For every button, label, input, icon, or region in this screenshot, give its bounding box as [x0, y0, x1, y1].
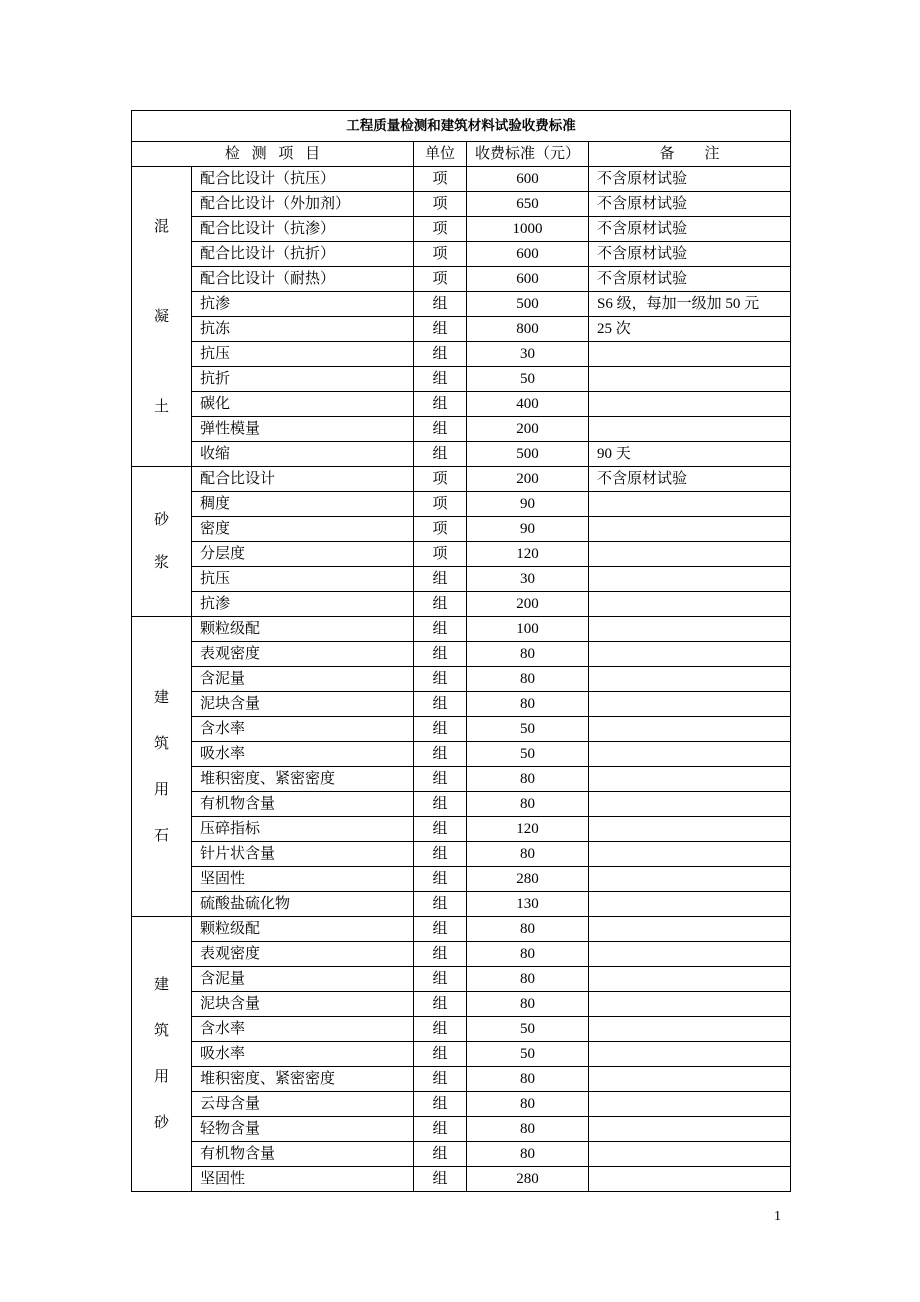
fee-cell: 50: [467, 1042, 589, 1067]
note-cell: [589, 492, 791, 517]
fee-cell: 120: [467, 542, 589, 567]
item-cell: 吸水率: [192, 742, 414, 767]
fee-cell: 600: [467, 267, 589, 292]
note-cell: [589, 592, 791, 617]
unit-cell: 组: [414, 1167, 467, 1192]
item-cell: 有机物含量: [192, 1142, 414, 1167]
item-cell: 抗渗: [192, 292, 414, 317]
note-cell: [589, 1067, 791, 1092]
unit-cell: 组: [414, 1067, 467, 1092]
table-row: [132, 1067, 791, 1092]
note-cell: 不含原材试验: [589, 217, 791, 242]
unit-cell: 组: [414, 992, 467, 1017]
note-cell: [589, 917, 791, 942]
unit-cell: 项: [414, 467, 467, 492]
table-row: [132, 717, 791, 742]
item-cell: 抗渗: [192, 592, 414, 617]
unit-cell: 组: [414, 817, 467, 842]
item-cell: 抗折: [192, 367, 414, 392]
table-row: [132, 1167, 791, 1192]
item-cell: 堆积密度、紧密密度: [192, 767, 414, 792]
table-row: [132, 1142, 791, 1167]
item-cell: 硫酸盐硫化物: [192, 892, 414, 917]
item-cell: 抗压: [192, 567, 414, 592]
fee-cell: 80: [467, 967, 589, 992]
unit-cell: 项: [414, 167, 467, 192]
table-row: [132, 392, 791, 417]
unit-cell: 组: [414, 942, 467, 967]
table-row: [132, 617, 791, 642]
category-char: 砂: [153, 1115, 169, 1131]
item-cell: 轻物含量: [192, 1117, 414, 1142]
item-cell: 坚固性: [192, 1167, 414, 1192]
table-row: [132, 442, 791, 467]
note-cell: [589, 767, 791, 792]
fee-cell: 280: [467, 867, 589, 892]
item-cell: 抗压: [192, 342, 414, 367]
header-note: 备 注: [589, 142, 791, 167]
note-cell: [589, 817, 791, 842]
category-char: 混: [153, 218, 169, 235]
unit-cell: 组: [414, 1017, 467, 1042]
item-cell: 密度: [192, 517, 414, 542]
category-char: 土: [153, 398, 169, 415]
item-cell: 表观密度: [192, 942, 414, 967]
item-cell: 堆积密度、紧密密度: [192, 1067, 414, 1092]
item-cell: 有机物含量: [192, 792, 414, 817]
unit-cell: 组: [414, 1117, 467, 1142]
item-cell: 配合比设计（抗折）: [192, 242, 414, 267]
fee-cell: 120: [467, 817, 589, 842]
note-cell: [589, 1092, 791, 1117]
item-cell: 分层度: [192, 542, 414, 567]
unit-cell: 组: [414, 717, 467, 742]
unit-cell: 组: [414, 892, 467, 917]
table-row: [132, 592, 791, 617]
table-row: [132, 317, 791, 342]
unit-cell: 组: [414, 642, 467, 667]
item-cell: 碳化: [192, 392, 414, 417]
note-cell: [589, 1167, 791, 1192]
item-cell: 含水率: [192, 1017, 414, 1042]
fee-cell: 80: [467, 917, 589, 942]
item-cell: 含水率: [192, 717, 414, 742]
unit-cell: 组: [414, 292, 467, 317]
table-header-row: [132, 142, 791, 167]
note-cell: [589, 1117, 791, 1142]
note-cell: 不含原材试验: [589, 192, 791, 217]
item-cell: 收缩: [192, 442, 414, 467]
category-char: 筑: [153, 1023, 169, 1039]
table-row: [132, 292, 791, 317]
fee-cell: 90: [467, 517, 589, 542]
fee-cell: 80: [467, 667, 589, 692]
table-row: [132, 492, 791, 517]
header-unit: 单位: [414, 142, 467, 167]
note-cell: 不含原材试验: [589, 167, 791, 192]
fee-cell: 400: [467, 392, 589, 417]
unit-cell: 项: [414, 192, 467, 217]
unit-cell: 组: [414, 392, 467, 417]
table-row: [132, 867, 791, 892]
unit-cell: 组: [414, 342, 467, 367]
item-cell: 云母含量: [192, 1092, 414, 1117]
item-cell: 配合比设计: [192, 467, 414, 492]
fee-cell: 50: [467, 1017, 589, 1042]
table-row: [132, 817, 791, 842]
table-row: [132, 1117, 791, 1142]
fee-cell: 30: [467, 342, 589, 367]
table-row: [132, 1042, 791, 1067]
note-cell: [589, 517, 791, 542]
note-cell: [589, 742, 791, 767]
fee-cell: 600: [467, 167, 589, 192]
note-cell: 不含原材试验: [589, 242, 791, 267]
unit-cell: 组: [414, 367, 467, 392]
unit-cell: 组: [414, 592, 467, 617]
note-cell: 不含原材试验: [589, 467, 791, 492]
table-row: [132, 367, 791, 392]
table-row: [132, 567, 791, 592]
item-cell: 泥块含量: [192, 992, 414, 1017]
item-cell: 配合比设计（抗压）: [192, 167, 414, 192]
fee-cell: 50: [467, 717, 589, 742]
item-cell: 泥块含量: [192, 692, 414, 717]
table-row: [132, 917, 791, 942]
note-cell: [589, 542, 791, 567]
table-body: [132, 167, 791, 1192]
table-row: [132, 517, 791, 542]
fee-cell: 650: [467, 192, 589, 217]
category-char: 浆: [153, 555, 169, 571]
unit-cell: 组: [414, 667, 467, 692]
item-cell: 表观密度: [192, 642, 414, 667]
item-cell: 配合比设计（外加剂）: [192, 192, 414, 217]
table-row: [132, 992, 791, 1017]
note-cell: [589, 367, 791, 392]
note-cell: [589, 1142, 791, 1167]
unit-cell: 组: [414, 792, 467, 817]
category-char: 筑: [153, 735, 169, 752]
fee-cell: 200: [467, 417, 589, 442]
fee-cell: 80: [467, 942, 589, 967]
table-row: [132, 342, 791, 367]
table-row: [132, 192, 791, 217]
unit-cell: 组: [414, 692, 467, 717]
fee-cell: 80: [467, 792, 589, 817]
unit-cell: 组: [414, 442, 467, 467]
table-row: [132, 892, 791, 917]
fee-cell: 80: [467, 1142, 589, 1167]
note-cell: [589, 617, 791, 642]
unit-cell: 组: [414, 1042, 467, 1067]
item-cell: 配合比设计（抗渗）: [192, 217, 414, 242]
table-row: [132, 742, 791, 767]
fee-cell: 30: [467, 567, 589, 592]
fee-cell: 80: [467, 1067, 589, 1092]
category-cell: [132, 467, 192, 617]
fee-cell: 800: [467, 317, 589, 342]
note-cell: [589, 1042, 791, 1067]
item-cell: 弹性模量: [192, 417, 414, 442]
table-row: [132, 967, 791, 992]
item-cell: 含泥量: [192, 667, 414, 692]
note-cell: [589, 567, 791, 592]
table-row: [132, 767, 791, 792]
unit-cell: 项: [414, 267, 467, 292]
unit-cell: 组: [414, 842, 467, 867]
note-cell: [589, 992, 791, 1017]
fee-cell: 50: [467, 367, 589, 392]
fee-cell: 80: [467, 642, 589, 667]
unit-cell: 项: [414, 217, 467, 242]
table-title: 工程质量检测和建筑材料试验收费标准: [132, 111, 791, 142]
note-cell: [589, 942, 791, 967]
unit-cell: 组: [414, 742, 467, 767]
fee-cell: 90: [467, 492, 589, 517]
note-cell: [589, 417, 791, 442]
unit-cell: 组: [414, 767, 467, 792]
note-cell: [589, 892, 791, 917]
table-row: [132, 217, 791, 242]
fee-cell: 200: [467, 467, 589, 492]
category-char: 用: [153, 1069, 169, 1085]
note-cell: 25 次: [589, 317, 791, 342]
fee-cell: 280: [467, 1167, 589, 1192]
fee-cell: 100: [467, 617, 589, 642]
note-cell: [589, 392, 791, 417]
category-char: 建: [153, 689, 169, 706]
table-row: [132, 1092, 791, 1117]
unit-cell: 组: [414, 567, 467, 592]
table-row: [132, 792, 791, 817]
note-cell: 不含原材试验: [589, 267, 791, 292]
table-row: [132, 942, 791, 967]
page-number: 1: [774, 1209, 781, 1224]
note-cell: [589, 717, 791, 742]
note-cell: [589, 642, 791, 667]
table-row: [132, 842, 791, 867]
fee-cell: 500: [467, 442, 589, 467]
unit-cell: 组: [414, 317, 467, 342]
note-cell: S6 级，每加一级加 50 元: [589, 292, 791, 317]
fee-cell: 80: [467, 992, 589, 1017]
category-char: 凝: [153, 308, 169, 325]
item-cell: 坚固性: [192, 867, 414, 892]
fee-standard-table: [131, 110, 791, 1192]
table-row: [132, 417, 791, 442]
unit-cell: 组: [414, 1092, 467, 1117]
fee-cell: 1000: [467, 217, 589, 242]
item-cell: 吸水率: [192, 1042, 414, 1067]
unit-cell: 组: [414, 617, 467, 642]
fee-cell: 500: [467, 292, 589, 317]
note-cell: [589, 667, 791, 692]
table-title-row: [132, 111, 791, 142]
fee-cell: 80: [467, 842, 589, 867]
item-cell: 压碎指标: [192, 817, 414, 842]
note-cell: [589, 842, 791, 867]
table-row: [132, 692, 791, 717]
note-cell: [589, 792, 791, 817]
table-row: [132, 642, 791, 667]
note-cell: [589, 692, 791, 717]
fee-cell: 80: [467, 767, 589, 792]
header-item: 检 测 项 目: [132, 142, 414, 167]
unit-cell: 项: [414, 242, 467, 267]
unit-cell: 组: [414, 917, 467, 942]
table-row: [132, 1017, 791, 1042]
category-char: 用: [153, 781, 169, 798]
fee-cell: 130: [467, 892, 589, 917]
fee-cell: 80: [467, 692, 589, 717]
category-char: 石: [153, 827, 169, 844]
table-row: [132, 242, 791, 267]
item-cell: 颗粒级配: [192, 617, 414, 642]
fee-cell: 80: [467, 1092, 589, 1117]
item-cell: 稠度: [192, 492, 414, 517]
category-cell: [132, 167, 192, 467]
table-row: [132, 467, 791, 492]
unit-cell: 组: [414, 1142, 467, 1167]
unit-cell: 项: [414, 542, 467, 567]
item-cell: 颗粒级配: [192, 917, 414, 942]
unit-cell: 组: [414, 967, 467, 992]
table-row: [132, 167, 791, 192]
fee-cell: 80: [467, 1117, 589, 1142]
category-char: 建: [153, 977, 169, 993]
table-row: [132, 542, 791, 567]
note-cell: 90 天: [589, 442, 791, 467]
unit-cell: 组: [414, 417, 467, 442]
fee-cell: 200: [467, 592, 589, 617]
item-cell: 抗冻: [192, 317, 414, 342]
table-row: [132, 667, 791, 692]
category-cell: [132, 917, 192, 1192]
header-fee: 收费标准（元）: [467, 142, 589, 167]
note-cell: [589, 967, 791, 992]
table-row: [132, 267, 791, 292]
note-cell: [589, 867, 791, 892]
category-cell: [132, 617, 192, 917]
item-cell: 配合比设计（耐热）: [192, 267, 414, 292]
note-cell: [589, 342, 791, 367]
fee-cell: 600: [467, 242, 589, 267]
unit-cell: 项: [414, 492, 467, 517]
fee-cell: 50: [467, 742, 589, 767]
item-cell: 含泥量: [192, 967, 414, 992]
unit-cell: 项: [414, 517, 467, 542]
note-cell: [589, 1017, 791, 1042]
category-char: 砂: [153, 512, 169, 528]
unit-cell: 组: [414, 867, 467, 892]
item-cell: 针片状含量: [192, 842, 414, 867]
